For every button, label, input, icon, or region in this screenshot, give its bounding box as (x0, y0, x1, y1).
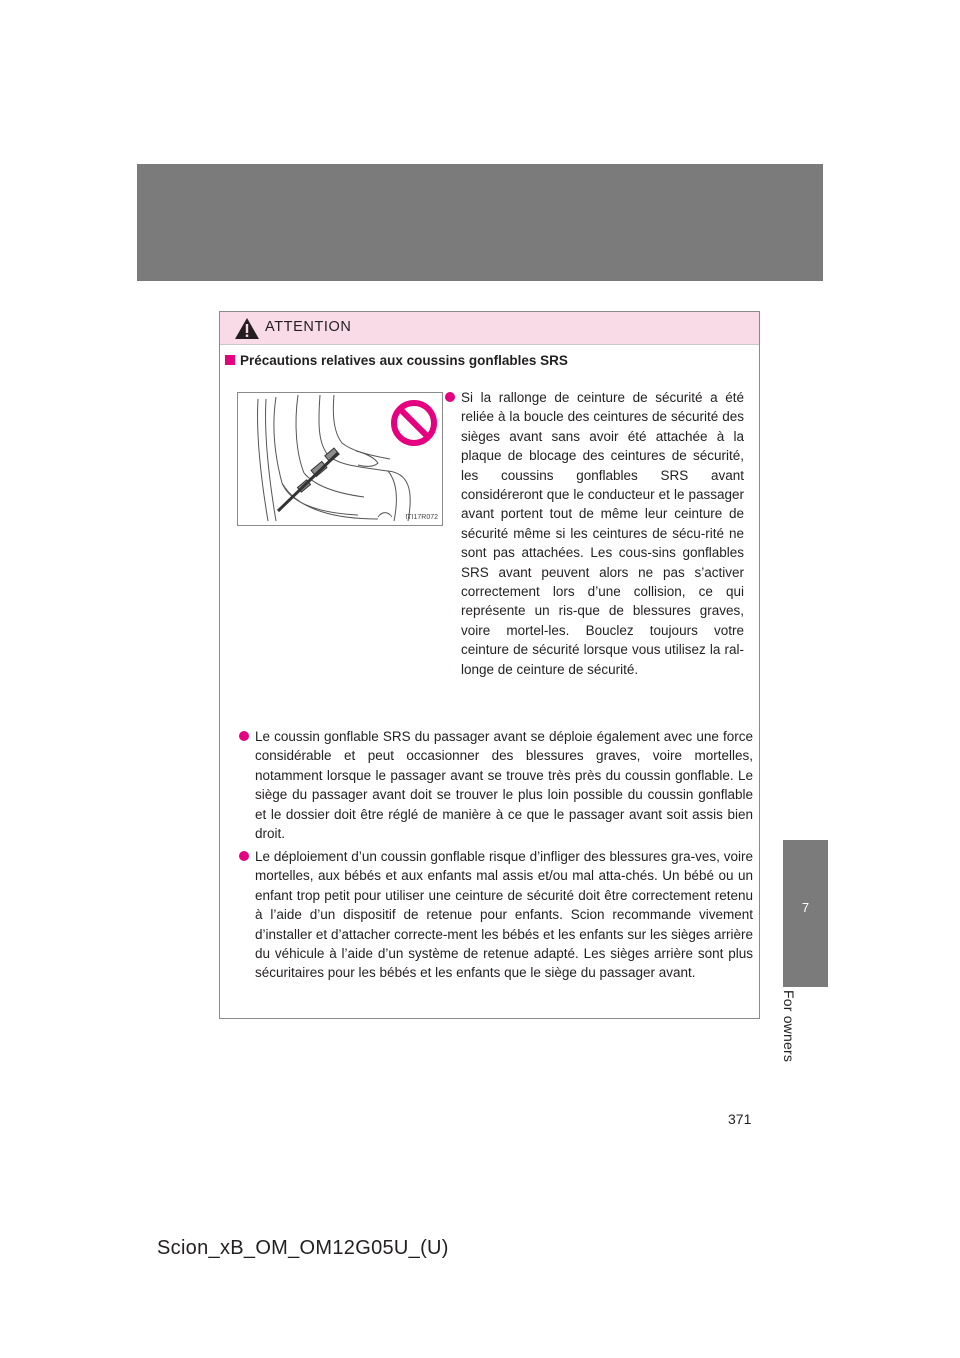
warning-triangle-icon (234, 317, 260, 340)
seatbelt-extender-figure (237, 392, 443, 526)
attention-box (219, 311, 760, 1019)
round-bullet-icon (445, 392, 455, 402)
bullet-text: Le déploiement d’un coussin gonflable risque d’infliger des blessures gra-ves, voire mortelles, aux bébés et aux enfants mal assis et/ou mal atta-chés. Un bébé ou un enfant trop petit pour utiliser une ceinture de sécurité doit être correctement retenu à l’aide d’un dispositif de retenue pour enfants. Scion recommande vivement d’installer et d’attacher correcte-ment les bébés et les enfants sur les sièges arrière du véhicule à l’aide d’un système de retenue adapté. Les sièges arrière sont plus sécuritaires pour les bébés et les enfants que le siège du passager avant. (255, 849, 753, 981)
figure-code: ITI17R072 (405, 514, 438, 521)
bullet-extender (461, 388, 744, 679)
round-bullet-icon (239, 851, 249, 861)
round-bullet-icon (239, 731, 249, 741)
header-band (137, 164, 823, 281)
attention-header (220, 312, 759, 345)
section-tab (783, 840, 828, 987)
bullet-text: Si la rallonge de ceinture de sécurité a été reliée à la boucle des ceintures de sécurité des sièges avant sans avoir été attachée à la plaque de blocage des ceintures de sécurité, les coussins gonflables SRS avant considéreront que le conducteur et le passager avant portent tout de même leur ceinture de sécurité même si les ceintures de sécu-rité ne sont pas attachées. Les cous-sins gonflables SRS avant peuvent alors ne pas s’activer correctement lors d’une collision, ce qui représente un ris-que de blessures graves, voire mortel-les. Bouclez toujours votre ceinture de sécurité lorsque vous utilisez la ral-longe de ceinture de sécurité. (461, 390, 744, 677)
prohibition-icon (394, 403, 434, 443)
attention-title: ATTENTION (265, 319, 352, 335)
seated-passenger-illustration (238, 393, 442, 525)
bullet-children (255, 847, 753, 983)
square-bullet-icon (225, 355, 235, 365)
subheading-text: Précautions relatives aux coussins gonflables SRS (240, 353, 568, 368)
section-number: 7 (801, 900, 810, 915)
section-label: For owners (781, 990, 797, 1063)
footer-document-code: Scion_xB_OM_OM12G05U_(U) (157, 1237, 449, 1259)
attention-subheading (225, 353, 568, 368)
bullet-passenger-position (255, 727, 753, 843)
page-number: 371 (728, 1111, 752, 1127)
bullet-text: Le coussin gonflable SRS du passager avant se déploie également avec une force considérable et peut occasionner des blessures graves, voire mortelles, notamment lorsque le passager avant se trouve très près du coussin gonflable. Le siège du passager avant doit se trouver le plus loin possible du coussin gonflable et le dossier doit être réglé de manière à ce que le passager avant soit assis bien droit. (255, 729, 753, 842)
